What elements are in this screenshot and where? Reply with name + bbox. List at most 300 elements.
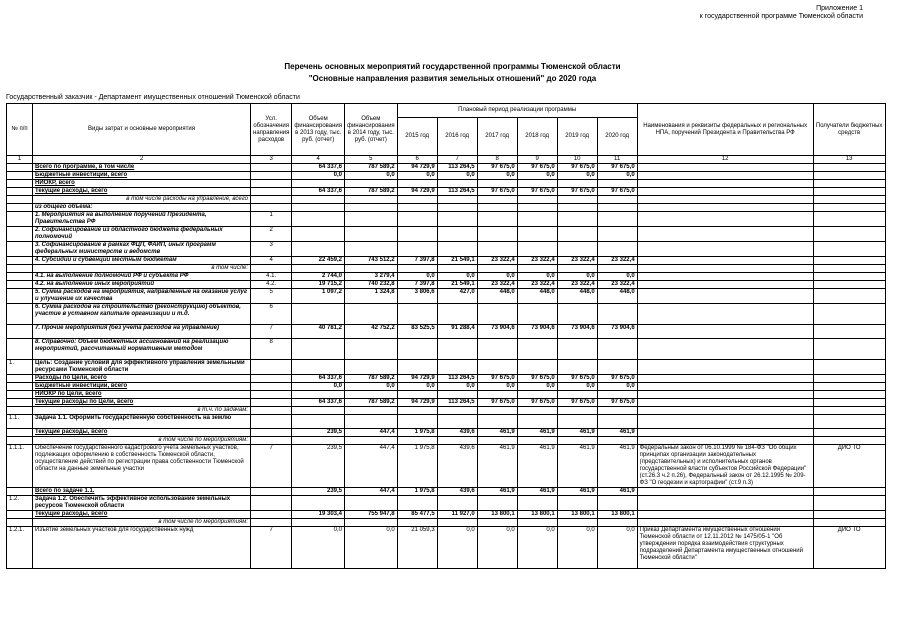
value-year (397, 304, 437, 325)
value-year: 0,0 (477, 527, 517, 569)
value-2014 (345, 407, 398, 415)
row-name: в том числе по мероприятиям: (33, 519, 251, 527)
value-year (477, 227, 517, 242)
value-2013 (292, 437, 345, 445)
row-recipient (813, 375, 885, 383)
value-2013 (292, 242, 345, 257)
value-year: 97 675,0 (517, 164, 557, 172)
row-legal-docs (637, 360, 813, 375)
value-year (477, 407, 517, 415)
row-name: Изъятие земельных участков для государственных нужд (33, 527, 251, 569)
table-row (7, 180, 886, 188)
value-2013: 40 781,2 (292, 325, 345, 339)
value-year: 0,0 (597, 383, 637, 391)
row-number (7, 204, 33, 212)
row-number (7, 180, 33, 188)
row-legal-docs (637, 212, 813, 227)
value-year: 461,9 (557, 429, 597, 437)
value-year (437, 339, 477, 360)
value-year: 439,6 (437, 429, 477, 437)
row-name: Обеспечение государственного кадастрового учета земельных участков, подлежащих оформлению в собственность Тюменской области, осуществление действий по регистрации права собственности Тюменской области на данные земельные участки (33, 445, 251, 488)
row-legal-docs (637, 204, 813, 212)
value-year (477, 339, 517, 360)
value-year (517, 304, 557, 325)
value-2014 (345, 519, 398, 527)
value-year: 0,0 (517, 527, 557, 569)
value-year (437, 304, 477, 325)
value-year: 0,0 (397, 383, 437, 391)
value-2014: 447,4 (345, 488, 398, 496)
row-legal-docs (637, 415, 813, 429)
value-year: 448,0 (597, 289, 637, 304)
row-number: 1.2.1. (7, 527, 33, 569)
value-2013 (292, 304, 345, 325)
row-name: Текущие расходы, всего (33, 511, 251, 519)
value-year (477, 212, 517, 227)
value-year: 113 264,5 (437, 164, 477, 172)
value-year: 0,0 (397, 172, 437, 180)
value-year: 7 397,8 (397, 281, 437, 289)
value-year: 461,9 (477, 429, 517, 437)
column-number: 1 (7, 156, 33, 164)
value-2014 (345, 415, 398, 429)
row-condition (251, 375, 292, 383)
table-row (7, 527, 886, 569)
appendix-label: Приложение 1 (816, 5, 863, 12)
value-year (437, 204, 477, 212)
value-year: 461,9 (517, 488, 557, 496)
row-condition (251, 407, 292, 415)
value-year: 23 322,4 (517, 257, 557, 265)
row-recipient (813, 407, 885, 415)
value-year (397, 196, 437, 204)
row-condition: 8 (251, 339, 292, 360)
col-header-year: 2019 год (557, 118, 597, 156)
value-year: 461,9 (597, 445, 637, 488)
value-year: 113 264,5 (437, 399, 477, 407)
row-recipient (813, 360, 885, 375)
value-year (597, 519, 637, 527)
row-name: 5. Сумма расходов на мероприятия, направленные на оказание услуг и улучшение их качества (33, 289, 251, 304)
value-year (397, 437, 437, 445)
column-number: 6 (397, 156, 437, 164)
page-title: Перечень основных мероприятий государственной программы Тюменской области (284, 62, 621, 71)
appendix-program-label: к государственной программе Тюменской области (699, 13, 863, 20)
value-year (517, 339, 557, 360)
row-condition (251, 429, 292, 437)
row-condition (251, 164, 292, 172)
row-name: 7. Прочие мероприятия (без учета расходов на управление) (33, 325, 251, 339)
row-recipient (813, 391, 885, 399)
row-name: 4.2. на выполнение иных мероприятий (33, 281, 251, 289)
row-legal-docs (637, 375, 813, 383)
value-year: 0,0 (557, 383, 597, 391)
col-header-cond: Усл. обозначения направления расходов (251, 104, 292, 156)
value-year (477, 204, 517, 212)
value-year: 461,9 (557, 445, 597, 488)
row-condition (251, 180, 292, 188)
value-year: 23 322,4 (597, 281, 637, 289)
row-legal-docs (637, 399, 813, 407)
value-year: 113 264,5 (437, 375, 477, 383)
row-name: Задача 1.2. Обеспечить эффективное использование земельных ресурсов Тюменской области (33, 496, 251, 511)
table-row (7, 325, 886, 339)
row-name: Задача 1.1. Оформить государственную собственность на землю (33, 415, 251, 429)
row-number (7, 164, 33, 172)
row-name: Текущие расходы, всего (33, 188, 251, 196)
value-year: 0,0 (597, 172, 637, 180)
value-year: 448,0 (557, 289, 597, 304)
value-2014: 1 324,8 (345, 289, 398, 304)
value-year (597, 204, 637, 212)
table-row (7, 227, 886, 242)
row-name: Бюджетные инвестиции, всего (33, 383, 251, 391)
table-row (7, 265, 886, 273)
value-year: 21 549,1 (437, 281, 477, 289)
value-year (397, 407, 437, 415)
value-year (477, 360, 517, 375)
row-recipient (813, 281, 885, 289)
row-name: 1. Мероприятия на выполнение поручений Президента, Правительства РФ (33, 212, 251, 227)
table-row (7, 511, 886, 519)
row-number (7, 172, 33, 180)
row-condition (251, 519, 292, 527)
value-2014 (345, 339, 398, 360)
value-2013 (292, 212, 345, 227)
row-name: 4.1. на выполнение полномочий РФ и субъекта РФ (33, 273, 251, 281)
value-year: 1 975,8 (397, 429, 437, 437)
row-legal-docs (637, 519, 813, 527)
value-year (397, 227, 437, 242)
row-legal-docs (637, 429, 813, 437)
value-year: 94 729,9 (397, 188, 437, 196)
value-year (437, 415, 477, 429)
value-year: 13 800,1 (517, 511, 557, 519)
value-year: 97 675,0 (557, 188, 597, 196)
row-number (7, 242, 33, 257)
value-year (437, 496, 477, 511)
value-year (437, 196, 477, 204)
table-row (7, 172, 886, 180)
value-2014: 787 589,2 (345, 188, 398, 196)
value-year: 0,0 (517, 383, 557, 391)
value-year (517, 242, 557, 257)
value-year: 461,9 (557, 488, 597, 496)
value-year (557, 360, 597, 375)
col-header-recipients: Получатели бюджетных средств (813, 104, 885, 156)
value-2013: 64 337,6 (292, 164, 345, 172)
value-year (397, 415, 437, 429)
value-2014: 42 752,2 (345, 325, 398, 339)
value-2014: 3 279,4 (345, 273, 398, 281)
row-legal-docs (637, 289, 813, 304)
value-year: 1 975,8 (397, 445, 437, 488)
table-row (7, 196, 886, 204)
value-year: 97 675,0 (517, 188, 557, 196)
value-2013: 64 337,6 (292, 375, 345, 383)
col-header-year: 2020 год (597, 118, 637, 156)
table-row (7, 304, 886, 325)
value-year: 448,0 (477, 289, 517, 304)
value-year: 97 675,0 (477, 399, 517, 407)
value-year: 97 675,0 (477, 164, 517, 172)
row-recipient (813, 265, 885, 273)
value-year: 7 397,8 (397, 257, 437, 265)
value-year (397, 519, 437, 527)
value-2014 (345, 437, 398, 445)
value-2014: 740 232,8 (345, 281, 398, 289)
row-legal-docs (637, 281, 813, 289)
row-recipient (813, 511, 885, 519)
row-recipient (813, 172, 885, 180)
value-2014 (345, 304, 398, 325)
value-year: 73 904,6 (517, 325, 557, 339)
value-year: 0,0 (557, 527, 597, 569)
row-recipient (813, 415, 885, 429)
value-year: 97 675,0 (557, 164, 597, 172)
value-year (557, 437, 597, 445)
value-year (477, 391, 517, 399)
value-year: 439,6 (437, 445, 477, 488)
value-2014: 447,4 (345, 429, 398, 437)
value-2013 (292, 519, 345, 527)
table-row (7, 391, 886, 399)
value-year: 23 322,4 (477, 281, 517, 289)
col-header-year: 2015 год (397, 118, 437, 156)
col-header-year: 2018 год (517, 118, 557, 156)
value-year (597, 437, 637, 445)
value-year (437, 437, 477, 445)
value-2014: 787 589,2 (345, 399, 398, 407)
value-year: 23 322,4 (597, 257, 637, 265)
row-legal-docs (637, 188, 813, 196)
row-recipient (813, 164, 885, 172)
row-condition: 6 (251, 304, 292, 325)
value-year (437, 407, 477, 415)
row-recipient (813, 204, 885, 212)
row-number (7, 339, 33, 360)
row-recipient (813, 339, 885, 360)
table-row (7, 496, 886, 511)
row-legal-docs (637, 339, 813, 360)
row-number (7, 375, 33, 383)
row-name: 2. Софинансирование из областного бюджета федеральных полномочий (33, 227, 251, 242)
value-year (597, 227, 637, 242)
value-2014: 755 947,8 (345, 511, 398, 519)
value-2013: 64 337,6 (292, 188, 345, 196)
table-row (7, 360, 886, 375)
value-2014: 0,0 (345, 527, 398, 569)
row-recipient (813, 188, 885, 196)
row-name: 3. Софинансирование в рамках ФЦП, ФАИП, иных программ федеральных министерств и ведомств (33, 242, 251, 257)
row-name: 6. Сумма расходов на строительство (реконструкцию) объектов, участие в уставном капитале организации и т.д. (33, 304, 251, 325)
table-row (7, 437, 886, 445)
row-condition: 7 (251, 527, 292, 569)
value-year (597, 360, 637, 375)
value-2013: 1 097,2 (292, 289, 345, 304)
table-row (7, 445, 886, 488)
value-year: 0,0 (437, 383, 477, 391)
row-name: из общего объема: (33, 204, 251, 212)
value-year: 23 322,4 (557, 281, 597, 289)
column-number: 7 (437, 156, 477, 164)
row-condition: 3 (251, 242, 292, 257)
value-year (517, 204, 557, 212)
column-number: 2 (33, 156, 251, 164)
value-year (437, 242, 477, 257)
row-legal-docs (637, 180, 813, 188)
row-condition (251, 511, 292, 519)
value-year (557, 196, 597, 204)
value-year: 427,0 (437, 289, 477, 304)
value-year: 94 729,9 (397, 399, 437, 407)
value-year (517, 415, 557, 429)
value-year: 448,0 (517, 289, 557, 304)
col-header-2013: Объем финансирования в 2013 году, тыс. руб. (отчет) (292, 104, 345, 156)
value-2013: 0,0 (292, 383, 345, 391)
row-name: 4. Субсидии и субвенции местным бюджетам (33, 257, 251, 265)
col-header-num: № п/п (7, 104, 33, 156)
table-row (7, 212, 886, 227)
row-name: Всего по задаче 1.1. (33, 488, 251, 496)
row-number (7, 325, 33, 339)
value-year (597, 180, 637, 188)
value-2014 (345, 180, 398, 188)
value-year (437, 227, 477, 242)
value-year: 0,0 (597, 273, 637, 281)
row-condition (251, 196, 292, 204)
value-year: 94 729,9 (397, 375, 437, 383)
row-recipient (813, 180, 885, 188)
col-header-plan: Плановый период реализации программы (397, 104, 637, 118)
row-legal-docs: Федеральный закон от 06.10.1999 № 184-ФЗ "Об общих принципах организации законодательных (представительных) и исполнительных органов государственной власти субъектов Российской Федерации" (ст.26.3 ч.2 п.26), Федеральный закон от 26.12.1995 № 209-ФЗ "О геодезии и картографии" (ст.9 п.3) (637, 445, 813, 488)
value-year: 461,9 (477, 445, 517, 488)
row-number (7, 304, 33, 325)
row-name: НИОКР, всего (33, 180, 251, 188)
value-year: 13 800,1 (597, 511, 637, 519)
value-year: 13 800,1 (477, 511, 517, 519)
col-header-2014: Объем финансирования в 2014 году, тыс. руб. (отчет) (345, 104, 398, 156)
value-year: 0,0 (517, 172, 557, 180)
value-year (477, 180, 517, 188)
row-legal-docs (637, 496, 813, 511)
value-year (477, 437, 517, 445)
value-year: 83 525,5 (397, 325, 437, 339)
row-condition (251, 172, 292, 180)
col-header-docs: Наименования и реквизиты федеральных и региональных НПА, поручений Президента и Правительства РФ (637, 104, 813, 156)
row-legal-docs (637, 196, 813, 204)
value-2013 (292, 227, 345, 242)
value-year: 461,9 (517, 429, 557, 437)
column-number: 4 (292, 156, 345, 164)
row-condition: 5 (251, 289, 292, 304)
row-number (7, 511, 33, 519)
value-2013: 19 715,2 (292, 281, 345, 289)
row-legal-docs (637, 325, 813, 339)
table-row (7, 488, 886, 496)
row-number (7, 257, 33, 265)
col-header-kind: Виды затрат и основные мероприятия (33, 104, 251, 156)
table-row (7, 164, 886, 172)
column-number: 10 (557, 156, 597, 164)
value-year (397, 204, 437, 212)
value-year (397, 339, 437, 360)
row-number (7, 281, 33, 289)
value-year (437, 212, 477, 227)
row-name: в том числе расходы на управление, всего (33, 196, 251, 204)
row-recipient (813, 519, 885, 527)
value-year (517, 196, 557, 204)
value-year: 91 288,4 (437, 325, 477, 339)
value-year (557, 204, 597, 212)
row-condition: 4 (251, 257, 292, 265)
row-number (7, 227, 33, 242)
value-year: 23 322,4 (517, 281, 557, 289)
value-2013 (292, 265, 345, 273)
value-year (597, 304, 637, 325)
table-row (7, 375, 886, 383)
value-year (517, 437, 557, 445)
row-condition (251, 488, 292, 496)
value-year: 3 806,6 (397, 289, 437, 304)
col-header-year: 2016 год (437, 118, 477, 156)
value-year: 0,0 (557, 172, 597, 180)
value-year: 97 675,0 (557, 399, 597, 407)
row-recipient: ДИО ТО (813, 527, 885, 569)
value-year: 73 904,6 (557, 325, 597, 339)
row-condition: 4.2. (251, 281, 292, 289)
column-number: 3 (251, 156, 292, 164)
value-year: 0,0 (437, 273, 477, 281)
value-year: 0,0 (517, 273, 557, 281)
value-year: 0,0 (557, 273, 597, 281)
value-year (517, 407, 557, 415)
value-year (437, 360, 477, 375)
row-condition (251, 360, 292, 375)
value-year: 0,0 (397, 273, 437, 281)
row-name: Бюджетные инвестиции, всего (33, 172, 251, 180)
table-row (7, 289, 886, 304)
row-recipient (813, 242, 885, 257)
row-recipient (813, 227, 885, 242)
row-name: в том числе по мероприятиям: (33, 437, 251, 445)
value-year (437, 265, 477, 273)
row-name: в том числе: (33, 265, 251, 273)
value-2014: 447,4 (345, 445, 398, 488)
table-row (7, 204, 886, 212)
value-2014: 743 512,2 (345, 257, 398, 265)
value-year (597, 339, 637, 360)
value-year: 97 675,0 (477, 375, 517, 383)
value-year (477, 519, 517, 527)
value-2014 (345, 242, 398, 257)
value-year: 113 264,5 (437, 188, 477, 196)
row-condition: 4.1. (251, 273, 292, 281)
value-year: 0,0 (437, 527, 477, 569)
column-number: 11 (597, 156, 637, 164)
value-year: 97 675,0 (517, 399, 557, 407)
value-year (557, 496, 597, 511)
value-2013: 19 303,4 (292, 511, 345, 519)
value-2013 (292, 204, 345, 212)
page-subtitle: "Основные направления развития земельных отношений" до 2020 года (308, 74, 597, 83)
row-number (7, 519, 33, 527)
row-legal-docs (637, 257, 813, 265)
row-condition (251, 437, 292, 445)
column-number: 5 (345, 156, 398, 164)
value-year (397, 180, 437, 188)
value-2013 (292, 180, 345, 188)
